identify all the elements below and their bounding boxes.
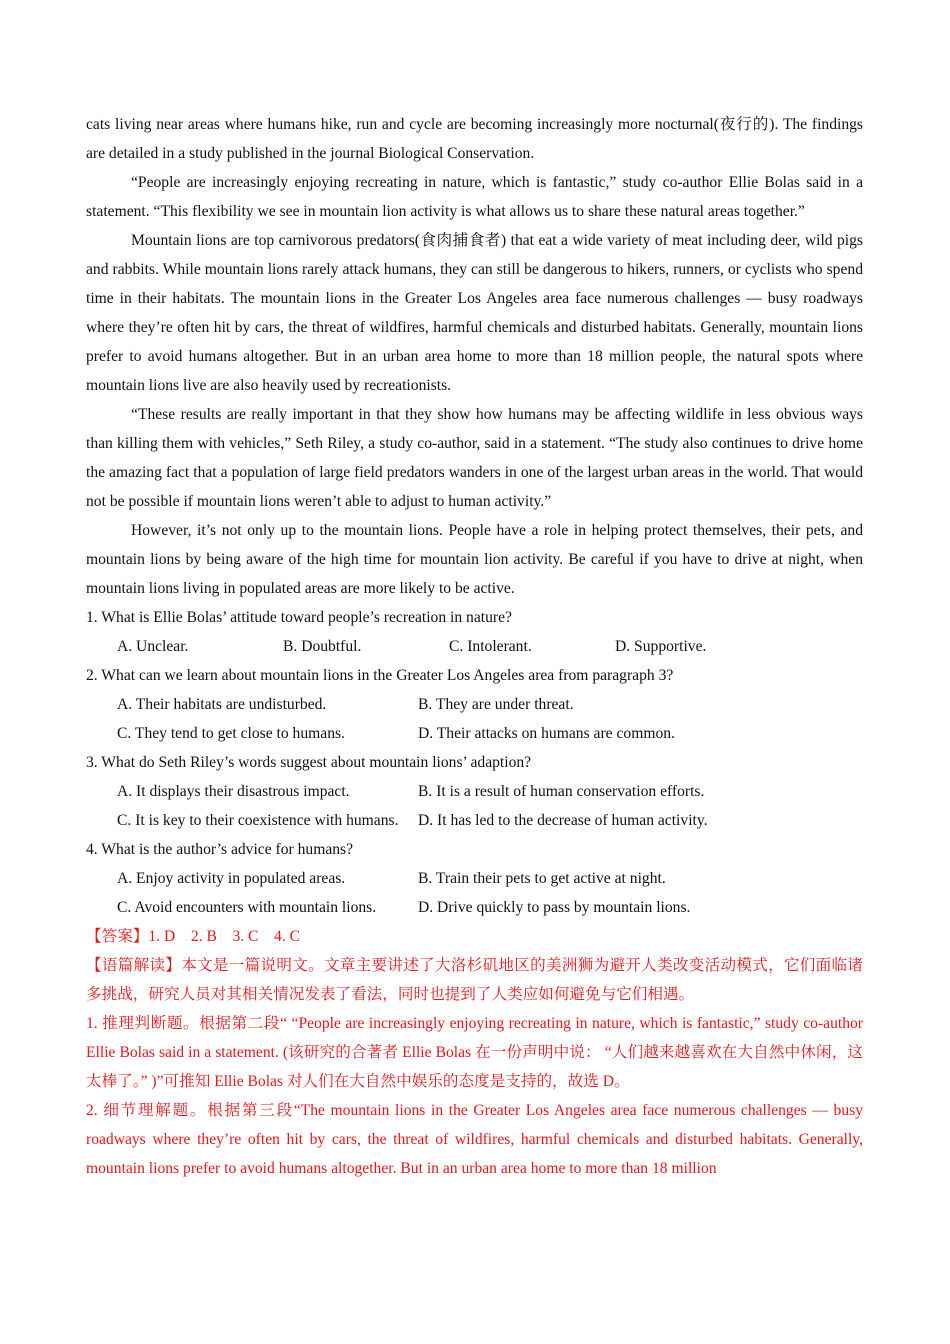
option-d: D. Their attacks on humans are common. bbox=[418, 725, 675, 742]
explanation-2: 2. 细节理解题。根据第三段“The mountain lions in the Greater Los Angeles area face numerous challenges — busy roadways where they’re often hit by cars, the threat of wildfires, harmful chemicals and disturbed habitats. Generally, mountain lions prefer to avoid humans altogether. But in an urban area home to more than 18 million bbox=[86, 1102, 863, 1177]
passage-paragraph-2: “People are increasingly enjoying recreating in nature, which is fantastic,” study co-author Ellie Bolas said in a statement. “This flexibility we see in mountain lion activity is what allows us to share these natural areas together.” bbox=[86, 174, 863, 220]
analysis-label: 【语篇解读】 bbox=[86, 957, 182, 974]
question-stem: 4. What is the author’s advice for humans? bbox=[86, 841, 354, 858]
answer-4: 4. C bbox=[274, 928, 301, 945]
document-page bbox=[86, 110, 863, 1183]
answer-2: 2. B bbox=[190, 928, 217, 945]
option-a: A. Unclear. bbox=[117, 638, 189, 655]
option-b: B. It is a result of human conservation efforts. bbox=[418, 783, 705, 800]
option-b: B. They are under threat. bbox=[418, 696, 574, 713]
question-stem: 2. What can we learn about mountain lions in the Greater Los Angeles area from paragraph 3? bbox=[86, 667, 674, 684]
passage-analysis bbox=[86, 951, 863, 1009]
question-stem: 1. What is Ellie Bolas’ attitude toward people’s recreation in nature? bbox=[86, 609, 512, 626]
option-c: C. Avoid encounters with mountain lions. bbox=[117, 899, 377, 916]
answer-key bbox=[86, 922, 863, 951]
option-c: C. They tend to get close to humans. bbox=[117, 725, 345, 742]
option-b: B. Doubtful. bbox=[283, 638, 362, 655]
options-row bbox=[86, 632, 863, 661]
options-row bbox=[86, 806, 863, 835]
analysis-text: 本文是一篇说明文。文章主要讲述了大洛杉矶地区的美洲狮为避开人类改变活动模式，它们面临诸多挑战，研究人员对其相关情况发表了看法，同时也提到了人类应如何避免与它们相遇。 bbox=[86, 957, 863, 1003]
answer-1: 1. D bbox=[148, 928, 176, 945]
passage-paragraph-1: cats living near areas where humans hike, run and cycle are becoming increasingly more nocturnal(夜行的). The findings are detailed in a study published in the journal Biological Conservation. bbox=[86, 116, 863, 162]
answer-label: 【答案】 bbox=[86, 928, 149, 945]
options-row bbox=[86, 893, 863, 922]
option-d: D. Drive quickly to pass by mountain lions. bbox=[418, 899, 691, 916]
option-d: D. It has led to the decrease of human activity. bbox=[418, 812, 708, 829]
option-c: C. Intolerant. bbox=[449, 638, 532, 655]
explanation-1: 1. 推理判断题。根据第二段“ “People are increasingly enjoying recreating in nature, which is fantastic,” study co-author Ellie Bolas said in a statement. (该研究的合著者 Ellie Bolas 在一份声明中说： “人们越来越喜欢在大自然中休闲，这太棒了。” )”可推知 Ellie Bolas 对人们在大自然中娱乐的态度是支持的，故选 D。 bbox=[86, 1015, 863, 1090]
options-row bbox=[86, 690, 863, 719]
option-a: A. Their habitats are undisturbed. bbox=[117, 696, 327, 713]
option-c: C. It is key to their coexistence with humans. bbox=[117, 812, 399, 829]
option-d: D. Supportive. bbox=[615, 638, 707, 655]
option-b: B. Train their pets to get active at night. bbox=[418, 870, 666, 887]
passage-paragraph-3: Mountain lions are top carnivorous predators(食肉捕食者) that eat a wide variety of meat including deer, wild pigs and rabbits. While mountain lions rarely attack humans, they can still be dangerous to hikers, runners, or cyclists who spend time in their habitats. The mountain lions in the Greater Los Angeles area face numerous challenges — busy roadways where they’re often hit by cars, the threat of wildfires, harmful chemicals and disturbed habitats. Generally, mountain lions prefer to avoid humans altogether. But in an urban area home to more than 18 million people, the natural spots where mountain lions live are also heavily used by recreationists. bbox=[86, 232, 863, 394]
question-4 bbox=[86, 835, 863, 922]
passage-paragraph-4: “These results are really important in that they show how humans may be affecting wildlife in less obvious ways than killing them with vehicles,” Seth Riley, a study co-author, said in a statement. “The study also continues to drive home the amazing fact that a population of large field predators wanders in one of the largest urban areas in the world. That would not be possible if mountain lions weren’t able to adjust to human activity.” bbox=[86, 406, 863, 510]
options-row bbox=[86, 719, 863, 748]
options-row bbox=[86, 864, 863, 893]
answer-3: 3. C bbox=[232, 928, 259, 945]
question-stem: 3. What do Seth Riley’s words suggest about mountain lions’ adaption? bbox=[86, 754, 532, 771]
option-a: A. Enjoy activity in populated areas. bbox=[117, 870, 346, 887]
options-row bbox=[86, 777, 863, 806]
question-1 bbox=[86, 603, 863, 661]
passage-paragraph-5: However, it’s not only up to the mountain lions. People have a role in helping protect themselves, their pets, and mountain lions by being aware of the high time for mountain lion activity. Be careful if you have to drive at night, when mountain lions living in populated areas are more likely to be active. bbox=[86, 522, 863, 597]
option-a: A. It displays their disastrous impact. bbox=[117, 783, 350, 800]
question-2 bbox=[86, 661, 863, 748]
question-3 bbox=[86, 748, 863, 835]
